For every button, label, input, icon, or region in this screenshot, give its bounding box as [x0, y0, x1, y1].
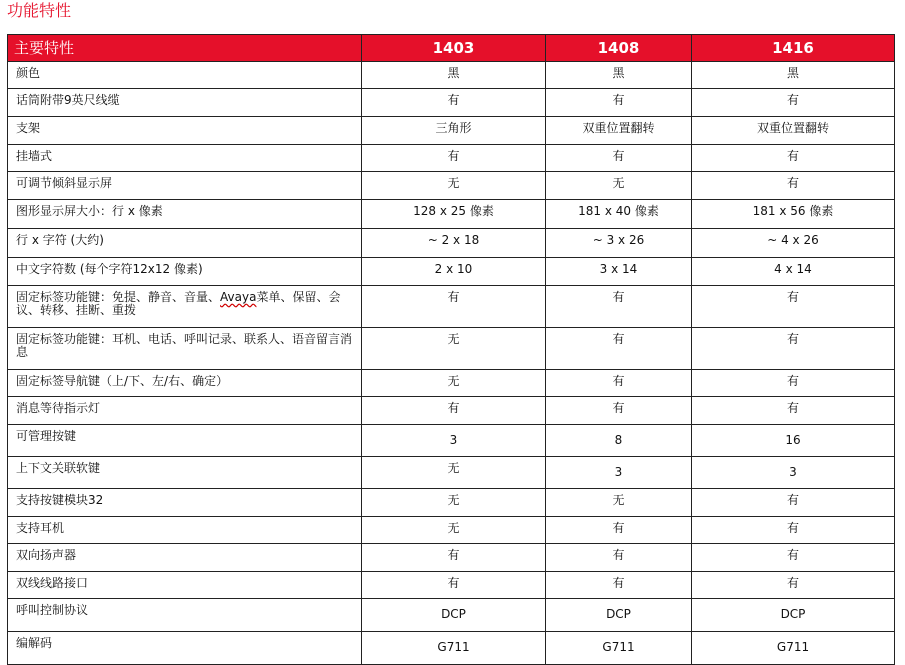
- row-value-1408: 181 x 40 像素: [546, 200, 692, 229]
- row-value-1408: 有: [546, 397, 692, 425]
- header-model-1403: 1403: [362, 35, 546, 62]
- row-value-1408: 3 x 14: [546, 258, 692, 286]
- table-row: [8, 145, 895, 172]
- row-value-1403: 无: [362, 517, 546, 544]
- feature-table: [7, 34, 895, 665]
- row-feature: 可调节倾斜显示屏: [8, 172, 362, 200]
- table-row: [8, 89, 895, 117]
- row-feature-part: 固定标签功能键：免提、静音、音量、: [16, 290, 221, 304]
- row-value-1403: 128 x 25 像素: [362, 200, 546, 229]
- table-row: [8, 229, 895, 258]
- table-row: [8, 599, 895, 632]
- row-value-1416: DCP: [692, 599, 895, 632]
- row-feature: 上下文关联软键: [8, 457, 362, 489]
- row-feature: 图形显示屏大小：行 x 像素: [8, 200, 362, 229]
- row-value-1416: G711: [692, 632, 895, 665]
- row-feature: 支持按键模块32: [8, 489, 362, 517]
- table-row: [8, 200, 895, 229]
- row-feature: 消息等待指示灯: [8, 397, 362, 425]
- row-value-1416: 黑: [692, 62, 895, 89]
- row-feature: 呼叫控制协议: [8, 599, 362, 632]
- row-value-1408: 8: [546, 425, 692, 457]
- row-value-1403: ~ 2 x 18: [362, 229, 546, 258]
- row-value-1403: 有: [362, 145, 546, 172]
- row-value-1408: 有: [546, 328, 692, 370]
- row-value-1416: 有: [692, 397, 895, 425]
- row-value-1416: 4 x 14: [692, 258, 895, 286]
- row-value-1403: 无: [362, 489, 546, 517]
- table-row: [8, 572, 895, 599]
- table-row: [8, 258, 895, 286]
- row-value-1403: 三角形: [362, 117, 546, 145]
- row-feature: 固定标签功能键：耳机、电话、呼叫记录、联系人、语音留言消息: [8, 328, 362, 370]
- header-model-1408: 1408: [546, 35, 692, 62]
- row-feature: [8, 286, 362, 328]
- row-value-1408: 有: [546, 544, 692, 572]
- row-feature: 双向扬声器: [8, 544, 362, 572]
- row-value-1408: 双重位置翻转: [546, 117, 692, 145]
- row-value-1403: 无: [362, 172, 546, 200]
- row-value-1416: ~ 4 x 26: [692, 229, 895, 258]
- row-value-1403: DCP: [362, 599, 546, 632]
- header-model-1416: 1416: [692, 35, 895, 62]
- row-value-1416: 有: [692, 489, 895, 517]
- row-value-1416: 有: [692, 89, 895, 117]
- row-feature: 支持耳机: [8, 517, 362, 544]
- row-value-1416: 3: [692, 457, 895, 489]
- row-feature-part: 菜单、保留、会议、转移、挂断、重拨: [16, 290, 341, 317]
- row-value-1408: DCP: [546, 599, 692, 632]
- row-feature: 支架: [8, 117, 362, 145]
- page-title: 功能特性: [7, 1, 72, 20]
- row-feature: 编解码: [8, 632, 362, 665]
- table-row: [8, 397, 895, 425]
- row-value-1403: 2 x 10: [362, 258, 546, 286]
- row-feature: 话筒附带9英尺线缆: [8, 89, 362, 117]
- row-value-1408: 有: [546, 286, 692, 328]
- row-value-1416: 有: [692, 572, 895, 599]
- row-value-1408: 无: [546, 489, 692, 517]
- row-feature: 固定标签导航键（上/下、左/右、确定）: [8, 370, 362, 397]
- row-value-1408: 黑: [546, 62, 692, 89]
- row-value-1416: 有: [692, 172, 895, 200]
- row-value-1416: 有: [692, 145, 895, 172]
- table-row: [8, 544, 895, 572]
- row-value-1403: G711: [362, 632, 546, 665]
- row-feature: 颜色: [8, 62, 362, 89]
- row-value-1408: 无: [546, 172, 692, 200]
- table-row: [8, 370, 895, 397]
- row-value-1408: G711: [546, 632, 692, 665]
- row-value-1408: ~ 3 x 26: [546, 229, 692, 258]
- row-value-1403: 有: [362, 544, 546, 572]
- row-value-1403: 有: [362, 572, 546, 599]
- row-value-1408: 有: [546, 517, 692, 544]
- table-row: [8, 489, 895, 517]
- row-feature: 挂墙式: [8, 145, 362, 172]
- row-value-1416: 有: [692, 370, 895, 397]
- row-value-1403: 有: [362, 89, 546, 117]
- table-row: [8, 62, 895, 89]
- row-value-1403: 无: [362, 328, 546, 370]
- row-value-1408: 有: [546, 145, 692, 172]
- row-feature-brand: Avaya: [220, 290, 257, 304]
- row-value-1416: 16: [692, 425, 895, 457]
- row-value-1408: 有: [546, 370, 692, 397]
- row-value-1416: 有: [692, 328, 895, 370]
- table-header-row: [8, 35, 895, 62]
- table-row: [8, 286, 895, 328]
- table-row: [8, 172, 895, 200]
- row-value-1403: 有: [362, 397, 546, 425]
- table-row: [8, 632, 895, 665]
- row-feature: 双线线路接口: [8, 572, 362, 599]
- row-value-1403: 无: [362, 457, 546, 489]
- row-value-1416: 有: [692, 286, 895, 328]
- row-value-1408: 3: [546, 457, 692, 489]
- table-row: [8, 517, 895, 544]
- row-value-1416: 有: [692, 544, 895, 572]
- table-row: [8, 328, 895, 370]
- row-feature: 中文字符数 (每个字符12x12 像素): [8, 258, 362, 286]
- row-value-1403: 黑: [362, 62, 546, 89]
- row-value-1403: 有: [362, 286, 546, 328]
- row-value-1403: 3: [362, 425, 546, 457]
- row-value-1416: 181 x 56 像素: [692, 200, 895, 229]
- table-row: [8, 425, 895, 457]
- row-value-1408: 有: [546, 89, 692, 117]
- row-value-1403: 无: [362, 370, 546, 397]
- row-value-1416: 有: [692, 517, 895, 544]
- header-feature: 主要特性: [8, 35, 362, 62]
- row-value-1408: 有: [546, 572, 692, 599]
- table-row: [8, 117, 895, 145]
- row-value-1416: 双重位置翻转: [692, 117, 895, 145]
- table-row: [8, 457, 895, 489]
- row-feature: 可管理按键: [8, 425, 362, 457]
- row-feature: 行 x 字符 (大约): [8, 229, 362, 258]
